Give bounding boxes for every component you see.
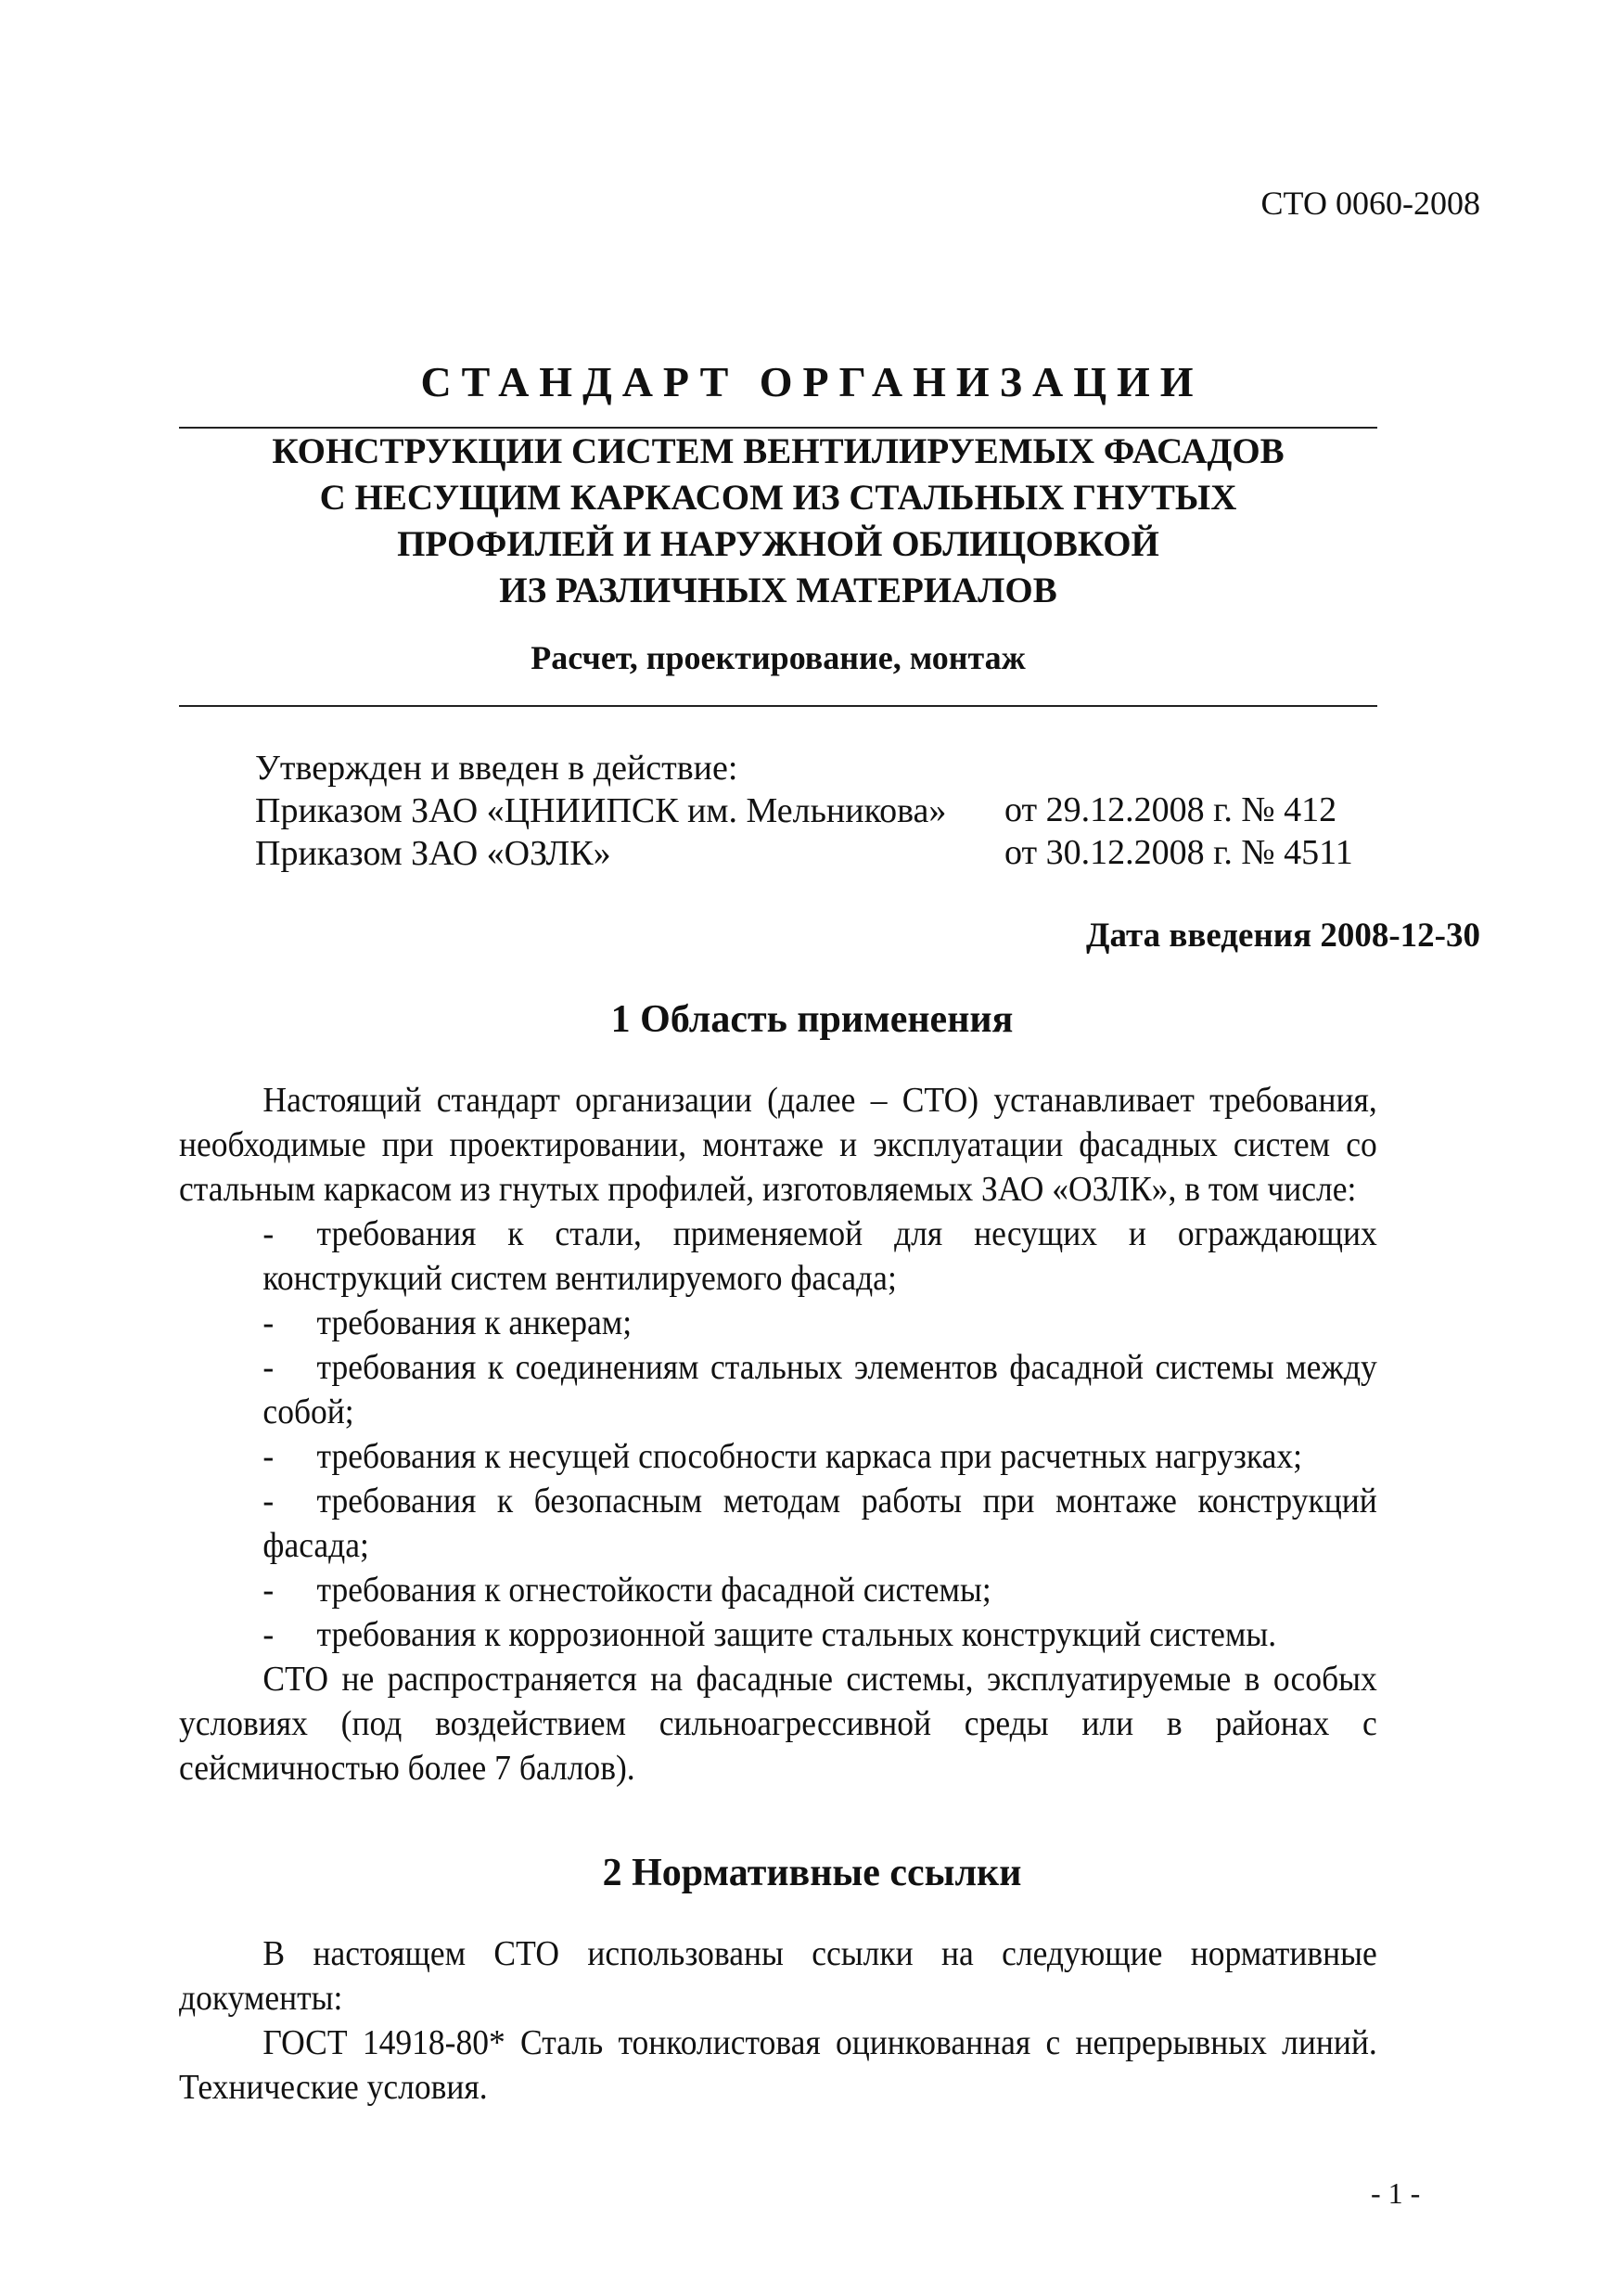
- list-item: [179, 1612, 1377, 1657]
- list-item-text: требования к соединениям стальных элементов фасадной системы между собой;: [262, 1348, 1377, 1431]
- list-item: [179, 1301, 1377, 1345]
- list-item-text: требования к огнестойкости фасадной системы;: [316, 1571, 991, 1610]
- section-heading-scope: 1 Область применения: [610, 998, 1014, 1041]
- title-line: ИЗ РАЗЛИЧНЫХ МАТЕРИАЛОВ: [499, 571, 1057, 610]
- title-line: ПРОФИЛЕЙ И НАРУЖНОЙ ОБЛИЦОВКОЙ: [397, 524, 1159, 564]
- bullet-marker: -: [262, 1437, 275, 1476]
- section-references-body: [179, 1931, 1377, 2110]
- list-item-text: требования к стали, применяемой для несущих и ограждающих конструкций систем вентилируемого фасада;: [262, 1214, 1377, 1298]
- paragraph: Настоящий стандарт организации (далее – СТО) устанавливает требования, необходимые при проектировании, монтаже и эксплуатации фасадных систем со стальным каркасом из гнутых профилей, изготовляемых ЗАО «ОЗЛК», в том числе:: [179, 1081, 1377, 1209]
- list-item: [179, 1479, 1377, 1568]
- bottom-rule: [179, 705, 1377, 707]
- document-title: [179, 429, 1377, 614]
- paragraph: СТО не распространяется на фасадные системы, эксплуатируемые в особых условиях (под воздействием сильноагрессивной среды или в районах с сейсмичностью более 7 баллов).: [179, 1660, 1377, 1788]
- org-standard-heading: СТАНДАРТ ОРГАНИЗАЦИИ: [420, 358, 1204, 405]
- section-scope-body: [179, 1078, 1377, 1790]
- approval-order-date: от 29.12.2008 г. № 412: [1004, 790, 1337, 829]
- page-number: - 1 -: [1371, 2176, 1421, 2210]
- list-item: [179, 1568, 1377, 1612]
- list-item-text: требования к анкерам;: [316, 1303, 633, 1342]
- list-item: [179, 1434, 1377, 1479]
- approval-heading: Утвержден и введен в действие:: [255, 749, 738, 788]
- list-item-text: требования к безопасным методам работы при монтаже конструкций фасада;: [262, 1482, 1377, 1565]
- bullet-marker: -: [262, 1303, 275, 1342]
- list-item: [179, 1345, 1377, 1434]
- list-item-text: требования к несущей способности каркаса при расчетных нагрузках;: [316, 1437, 1303, 1476]
- approval-order-left: Приказом ЗАО «ЦНИИПСК им. Мельникова»: [255, 791, 947, 830]
- list-item: [179, 1212, 1377, 1301]
- introduction-date: Дата введения 2008-12-30: [1086, 917, 1480, 955]
- section-heading-references: 2 Нормативные ссылки: [602, 1852, 1022, 1894]
- document-number: СТО 0060-2008: [1260, 185, 1480, 222]
- reference-entry: ГОСТ 14918-80* Сталь тонколистовая оцинкованная с непрерывных линий. Технические условия.: [179, 2023, 1377, 2107]
- bullet-marker: -: [262, 1482, 275, 1521]
- approval-order-date: от 30.12.2008 г. № 4511: [1004, 833, 1353, 872]
- approval-order-left: Приказом ЗАО «ОЗЛК»: [255, 834, 611, 873]
- document-subtitle: Расчет, проектирование, монтаж: [531, 639, 1026, 676]
- list-item-text: требования к коррозионной защите стальных конструкций системы.: [316, 1615, 1277, 1654]
- bullet-marker: -: [262, 1348, 275, 1387]
- bullet-marker: -: [262, 1214, 275, 1253]
- bullet-marker: -: [262, 1571, 275, 1610]
- title-line: С НЕСУЩИМ КАРКАСОМ ИЗ СТАЛЬНЫХ ГНУТЫХ: [319, 478, 1237, 518]
- paragraph: В настоящем СТО использованы ссылки на следующие нормативные документы:: [179, 1934, 1377, 2018]
- title-line: КОНСТРУКЦИИ СИСТЕМ ВЕНТИЛИРУЕМЫХ ФАСАДОВ: [272, 431, 1285, 471]
- bullet-marker: -: [262, 1615, 275, 1654]
